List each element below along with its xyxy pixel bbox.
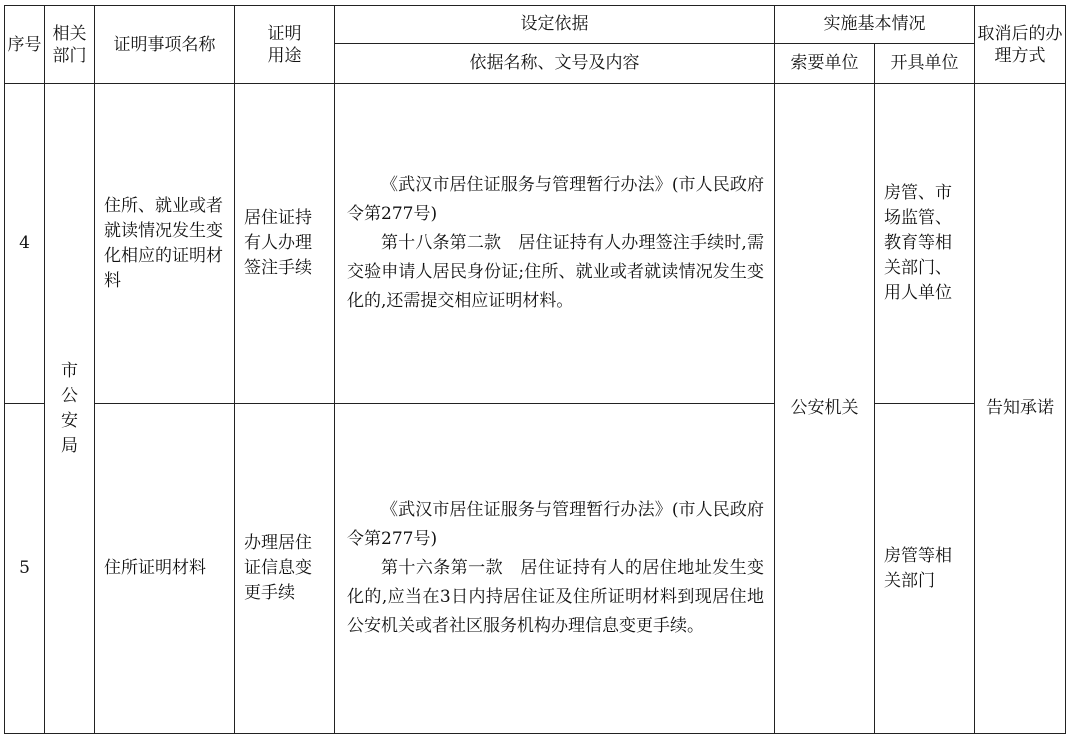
header-implementation-group: 实施基本情况 — [775, 6, 975, 44]
header-after-cancellation: 取消后的办理方式 — [975, 6, 1066, 84]
header-row-1 — [5, 6, 1066, 44]
row-seq: 4 — [5, 84, 45, 404]
row-purpose: 居住证持有人办理签注手续 — [235, 84, 335, 404]
after-cancellation-cell: 告知承诺 — [975, 84, 1066, 734]
basis-article: 第十六条第一款 居住证持有人的居住地址发生变化的,应当在3日内持居住证及住所证明材料到现居住地公安机关或者社区服务机构办理信息变更手续。 — [347, 558, 764, 636]
row-basis — [335, 84, 775, 404]
header-requester: 索要单位 — [775, 44, 875, 84]
table-row — [5, 84, 1066, 404]
row-issuer: 房管等相关部门 — [875, 404, 975, 734]
header-purpose: 证明用途 — [235, 6, 335, 84]
basis-article: 第十八条第二款 居住证持有人办理签注手续时,需交验申请人居民身份证;住所、就业或者就读情况发生变化的,还需提交相应证明材料。 — [347, 233, 764, 311]
header-basis-content: 依据名称、文号及内容 — [335, 44, 775, 84]
header-item-name: 证明事项名称 — [95, 6, 235, 84]
row-basis — [335, 404, 775, 734]
certificate-items-table — [4, 5, 1066, 734]
row-purpose: 办理居住证信息变更手续 — [235, 404, 335, 734]
header-issuer: 开具单位 — [875, 44, 975, 84]
row-item-name: 住所、就业或者就读情况发生变化相应的证明材料 — [95, 84, 235, 404]
header-dept: 相关部门 — [45, 6, 95, 84]
dept-cell: 市公安局 — [45, 84, 95, 734]
row-seq: 5 — [5, 404, 45, 734]
requester-cell: 公安机关 — [775, 84, 875, 734]
table-row — [5, 404, 1066, 734]
row-issuer: 房管、市场监管、教育等相关部门、用人单位 — [875, 84, 975, 404]
basis-law-title: 《武汉市居住证服务与管理暂行办法》(市人民政府令第277号) — [347, 500, 764, 549]
row-item-name: 住所证明材料 — [95, 404, 235, 734]
basis-law-title: 《武汉市居住证服务与管理暂行办法》(市人民政府令第277号) — [347, 175, 764, 224]
header-basis-group: 设定依据 — [335, 6, 775, 44]
header-seq: 序号 — [5, 6, 45, 84]
